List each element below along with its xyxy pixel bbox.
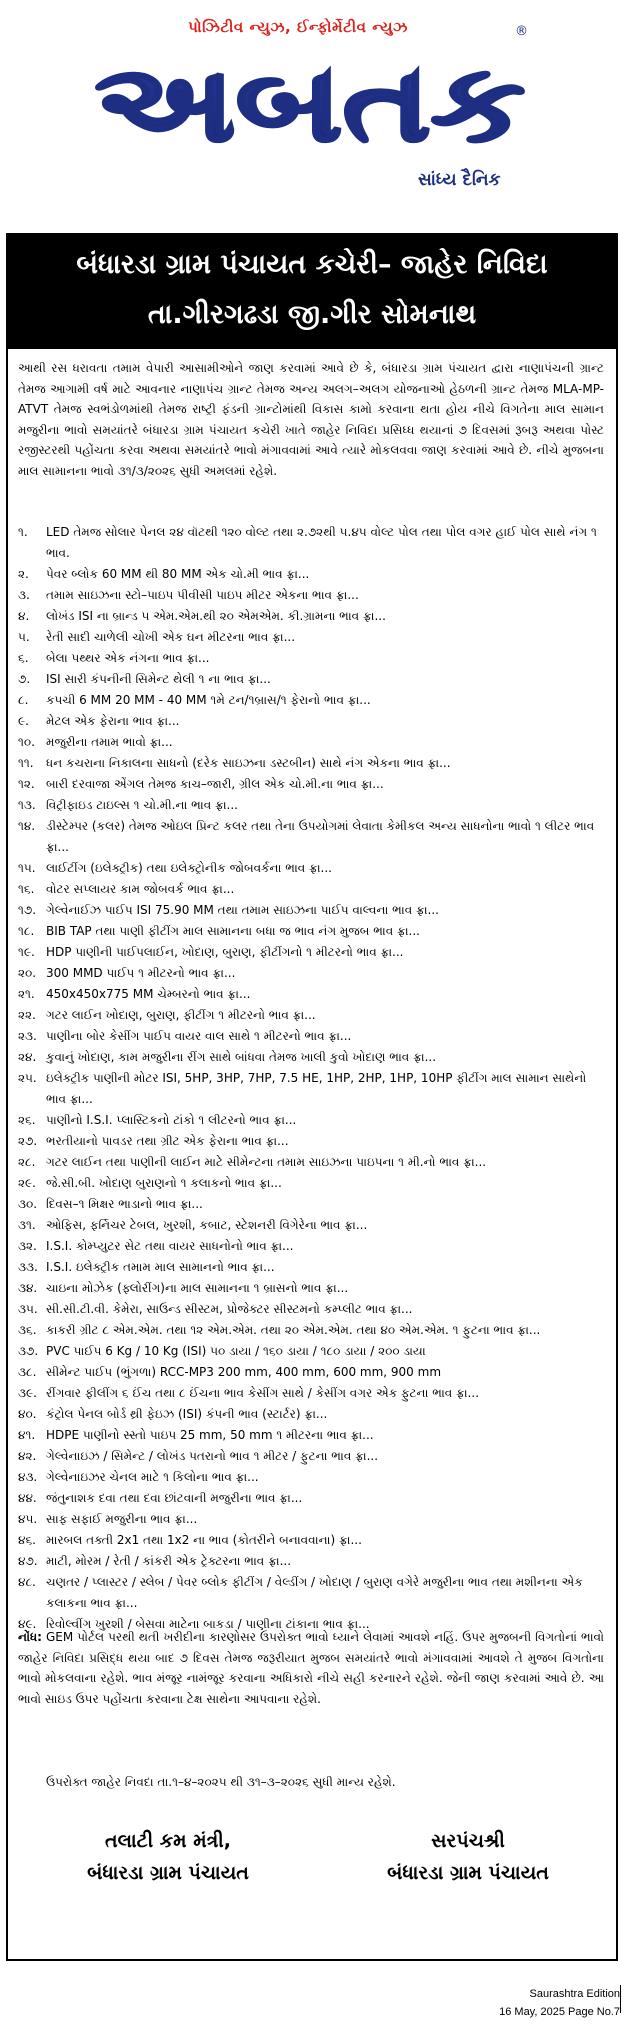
tender-item-text: ઓફિસ, ફર્નિચર ટેબલ, ખુરશી, કબાટ, સ્ટેશનરી વિગેરેના ભાવ ફ્રા...	[46, 1218, 368, 1232]
tender-item-number: ૩૬.	[18, 1323, 37, 1337]
tender-item	[18, 606, 608, 627]
tender-notice	[6, 233, 618, 1961]
tender-item-text: કુવાનું ખોદાણ, કામ મજુરીના રીંગ સાથે બાંધવા તેમજ ખાલી કુવો ખોદાણ ભાવ ફ્રા...	[46, 1050, 437, 1064]
tender-item-number: ૧.	[18, 525, 28, 539]
tender-item	[18, 1551, 608, 1572]
edition-name: Saurashtra Edition	[529, 1988, 620, 2000]
tender-item-text: ધન કચરાના નિકાલના સાધનો (દરેક સાઇઝના ડસ્ટબીન) સાથે નંગ એકના ભાવ ફ્રા...	[46, 756, 451, 770]
tender-item-text: રેતી સાદી ચાળેલી ચોખી એક ઘન મીટરના ભાવ ફ્રા...	[46, 630, 296, 644]
tender-item-text: પાણીના બોર કેસીંગ પાઈપ વાયર વાલ સાથે ૧ મીટરનો ભાવ ફ્રા...	[46, 1029, 352, 1043]
tender-item	[18, 627, 608, 648]
tender-item-number: ૨૫.	[18, 1071, 37, 1085]
tender-item-text: મેટલ એક ફેરાના ભાવ ફ્રા...	[46, 714, 180, 728]
tender-item	[18, 1047, 608, 1068]
tender-item-text: 300 MMD પાઈપ ૧ મીટરનો ભાવ ફ્રા...	[46, 966, 236, 980]
tender-item-number: ૧૫.	[18, 861, 36, 875]
tender-item	[18, 879, 608, 900]
tender-item-text: HDPE પાણીનો સ્સ્તો પાઇપ 25 mm, 50 mm ૧ મીટરના ભાવ ફ્રા...	[46, 1428, 374, 1442]
tender-item	[18, 1110, 608, 1131]
tender-item-number: ૨.	[18, 567, 29, 581]
page-edge-rule	[620, 1985, 621, 2013]
tender-item-text: કપચી 6 MM 20 MM - 40 MM ૧મે ટન/૧બ્રાસ/૧ ફેરાનો ભાવ ફ્રા...	[46, 693, 371, 707]
tender-item-number: ૩૨.	[18, 1239, 37, 1253]
tender-item	[18, 1404, 608, 1425]
tender-item-number: ૩૪.	[18, 1281, 38, 1295]
tender-item-number: ૪૩.	[18, 1470, 38, 1484]
tender-item-number: ૧૩.	[18, 798, 36, 812]
tender-item-text: રીંગવાર ફીલીંગ ૬ ઈંચ તથા ૮ ઈંચના ભાવ કેસીંગ સાથે / કેસીંગ વગર એક ફુટના ભાવ ફ્રા...	[46, 1386, 480, 1400]
masthead-subtitle: સાંધ્ય દૈનિક	[418, 170, 501, 190]
tender-item	[18, 963, 608, 984]
edition-footer	[499, 1985, 620, 2021]
notice-heading: બંધારડા ગ્રામ પંચાયત કચેરી– જાહેર નિવિદા	[76, 249, 548, 280]
tender-item-number: ૨૦.	[18, 966, 37, 980]
tender-item	[18, 1026, 608, 1047]
tender-item-text: દિવસ–૧ મિક્ષર ભાડાનો ભાવ ફ્રા...	[46, 1197, 203, 1211]
tender-item-number: ૪૮.	[18, 1575, 36, 1589]
notice-banner	[8, 235, 616, 349]
tender-item-number: ૩૮.	[18, 1365, 37, 1379]
tender-item-text: ડીસ્ટેમ્પર (કલર) તેમજ ઓઇલ પ્રિન્ટ કલર તથા તેના ઉપયોગમાં લેવાતા કેમીકલ અન્ય સાધનોના ભાવો ૧ લીટર ભાવ ફ્રા...	[46, 819, 595, 854]
tender-item	[18, 942, 608, 963]
tender-item-number: ૩૩.	[18, 1260, 38, 1274]
tender-item	[18, 753, 608, 774]
tender-item-text: I.S.I. કોમ્પ્યુટર સેટ તથા વાયર સાધનોનો ભાવ ફ્રા...	[46, 1239, 294, 1253]
tender-item	[18, 585, 608, 606]
tender-item	[18, 1194, 608, 1215]
tender-item-number: ૩૧.	[18, 1218, 36, 1232]
tender-item-number: ૨૧.	[18, 987, 35, 1001]
tender-item-text: PVC પાઈપ 6 Kg / 10 Kg (ISI) ૫૦ ડાયા / ૧૬૦ ડાયા / ૧૮૦ ડાયા / ૨૦૦ ડાયા	[46, 1344, 426, 1358]
notice-subheading: તા.ગીરગઢડા જી.ગીર સોમનાથ	[147, 299, 477, 330]
tender-item	[18, 816, 608, 858]
tender-item-number: ૪૦.	[18, 1407, 37, 1421]
tender-item	[18, 1005, 608, 1026]
tender-item-number: ૩.	[18, 588, 30, 602]
abtak-logo	[90, 42, 530, 162]
tender-item-text: HDP પાણીની પાઈપલાઈન, ખોદાણ, બુરાણ, ફીટીંગનો ૧ મીટરનો ભાવ ફ્રા...	[46, 945, 404, 959]
notice-validity: ઉપરોક્ત જાહેર નિવદા તા.૧–૪–૨૦૨૫ થી ૩૧–૩–૨૦૨૬ સુધી માન્ય રહેશે.	[46, 1775, 396, 1789]
tender-item-number: ૧૧.	[18, 756, 34, 770]
tender-item-number: ૧૦.	[18, 735, 35, 749]
note-text: GEM પોર્ટલ પરથી થતી ખરીદીના કારણોસર ઉપરોક્ત ભાવો ધ્યાને લેવામાં આવશે નહિં. ઉપર મુજબની વિગતોનાં ભાવો જાહેર નિવિદા પ્રસિદ્ધ થયા બાદ ૭ દિવસ તેમજ જરૂરીયાત મુજબ સમયાંતરે ભાવો મંગાવવામાં આવશે તે મુજબ વિગતોના ભાવો મોકલવાના રહેશે. ભાવ મંજૂર નામંજૂર કરવાના અધિકારો નીચે સહી કરનારને રહેશે. જેની જાણ કરવામાં આવે છે. આ ભાવો સાઇડ ઉપર પહોંચતા કરવાના ટેક્ષ સાથેના આપવાના રહેશે.	[18, 1630, 604, 1706]
tender-item	[18, 900, 608, 921]
tender-item	[18, 1467, 608, 1488]
tender-item-text: લોખંડ ISI ના બ્રાન્ડ ૫ એમ.એમ.થી ૨૦ એમએમ. કી.ગ્રામના ભાવ ફ્રા...	[46, 609, 386, 623]
tender-item-text: ગટર લાઈન ખોદાણ, બુરાણ, ફીટીંગ ૧ મીટરનો ભાવ ફ્રા...	[46, 1008, 316, 1022]
tender-item-number: ૪૭.	[18, 1554, 38, 1568]
tender-item-text: લાઈટીંગ (ઇલેક્ટ્રીક) તથા ઇલેક્ટ્રોનીક જોબવર્કના ભાવ ફ્રા...	[46, 861, 332, 875]
tender-item-text: મજુરીના તમામ ભાવો ફ્રા...	[46, 735, 173, 749]
tender-item	[18, 1215, 608, 1236]
tender-item-number: ૨૨.	[18, 1008, 36, 1022]
tender-item	[18, 1131, 608, 1152]
tender-item	[18, 858, 608, 879]
tender-item-number: ૨૯.	[18, 1176, 36, 1190]
tender-item	[18, 669, 608, 690]
tender-item-text: ગટર લાઈન તથા પાણીની લાઈન માટે સીમેન્ટના તમામ સાઇઝના પાઇપના ૧ મી.નો ભાવ ફ્રા...	[46, 1155, 487, 1169]
tender-item	[18, 1446, 608, 1467]
tender-item-text: ગેલ્વેનાઇઝ / સિમેન્ટ / લોખંડ પતરાનો ભાવ ૧ મીટર / ફુટના ભાવ ફ્રા...	[46, 1449, 379, 1463]
tender-item-number: ૪૬.	[18, 1533, 36, 1547]
tender-item-text: જે.સી.બી. ખોદાણ બુરાણનો ૧ કલાકનો ભાવ ફ્રા...	[46, 1176, 282, 1190]
tender-item-number: ૫.	[18, 630, 30, 644]
tender-item-number: ૩૯.	[18, 1386, 37, 1400]
tender-item-number: ૩૦.	[18, 1197, 38, 1211]
tender-item	[18, 564, 608, 585]
tender-item-number: ૧૮.	[18, 924, 35, 938]
tender-item-text: બેલા પથ્થર એક નંગના ભાવ ફ્રા...	[46, 651, 210, 665]
tender-item-text: વોટર સપ્લાયર કામ જોબવર્ક ભાવ ફ્રા...	[46, 882, 235, 896]
tender-item-number: ૮.	[18, 693, 29, 707]
tender-item-number: ૧૨.	[18, 777, 35, 791]
tender-item-text: I.S.I. ઇલેક્ટ્રીક તમામ માલ સામાનનો ભાવ ફ્રા...	[46, 1260, 275, 1274]
tender-item-text: પેવર બ્લોક 60 MM થી 80 MM એક ચો.મી ભાવ ફ્રા...	[46, 567, 310, 581]
tender-item	[18, 1383, 608, 1404]
tender-item-number: ૯.	[18, 714, 29, 728]
tender-item-text: ગેલ્વેનાઇઝર ચેનલ માટે ૧ કિલોના ભાવ ફ્રા...	[46, 1470, 259, 1484]
tender-item-text: સાફ સફાઈ મજુરીના ભાવ ફ્રા...	[46, 1512, 198, 1526]
signatory-talati-office: બંધારડા ગ્રામ પંચાયત	[87, 1862, 249, 1884]
tender-item	[18, 1341, 608, 1362]
signatory-sarpanch	[328, 1825, 608, 1889]
notice-note	[18, 1627, 604, 1709]
tender-item	[18, 522, 608, 564]
tender-item	[18, 1572, 608, 1614]
tender-item	[18, 732, 608, 753]
masthead-tagline: પોઝિટીવ ન્યુઝ, ઈન્ફોર્મેટીવ ન્યુઝ	[188, 18, 408, 36]
tender-item	[18, 648, 608, 669]
tender-item-number: ૧૪.	[18, 819, 36, 833]
tender-item-text: તમામ સાઇઝના સ્ટો–પાઇપ પીવીસી પાઇપ મીટર એકના ભાવ ફ્રા...	[46, 588, 359, 602]
signatory-sarpanch-title: સરપંચશ્રી	[431, 1830, 505, 1852]
signatory-talati	[28, 1825, 308, 1889]
tender-item	[18, 774, 608, 795]
tender-item-number: ૩૭.	[18, 1344, 39, 1358]
tender-item-number: ૪૧.	[18, 1428, 36, 1442]
tender-item	[18, 1278, 608, 1299]
registered-mark: ®	[515, 24, 528, 39]
tender-item-text: ગેલ્વેનાઈઝ પાઈપ ISI 75.90 MM તથા તમામ સાઇઝના પાઈપ વાલ્વના ભાવ ફ્રા...	[46, 903, 439, 917]
tender-item-number: ૧૭.	[18, 903, 37, 917]
tender-item-text: સી.સી.ટી.વી. કેમેરા, સાઉન્ડ સીસ્ટમ, પ્રોજેક્ટર સીસ્ટમનો કમ્પ્લીટ ભાવ ફ્રા...	[46, 1302, 413, 1316]
tender-item	[18, 711, 608, 732]
tender-item	[18, 1152, 608, 1173]
tender-item	[18, 1236, 608, 1257]
tender-item	[18, 1425, 608, 1446]
tender-item-text: ISI સારી કંપનીની સિમેન્ટ થેલી ૧ ના ભાવ ફ્રા...	[46, 672, 271, 686]
tender-item-text: બારી દરવાજા એંગલ તેમજ કાચ–જારી, ગ્રીલ એક ચો.મી.ના ભાવ ફ્રા...	[46, 777, 384, 791]
tender-item	[18, 1257, 608, 1278]
tender-item-number: ૨૪.	[18, 1050, 37, 1064]
abtak-logo-text: અબતક	[95, 42, 525, 162]
tender-item	[18, 1488, 608, 1509]
tender-item	[18, 690, 608, 711]
tender-item-number: ૩૫.	[18, 1302, 38, 1316]
tender-item	[18, 1509, 608, 1530]
note-label: નોંધ:	[18, 1630, 42, 1644]
signatory-talati-title: તલાટી કમ મંત્રી,	[105, 1830, 231, 1852]
tender-item-number: ૧૬.	[18, 882, 35, 896]
tender-item	[18, 1068, 608, 1110]
tender-item-text: BIB TAP તથા પાણી ફીટીંગ માલ સામાનના બધા જ ભાવ નંગ મુજબ ભાવ ફ્રા...	[46, 924, 420, 938]
edition-date-page: 16 May, 2025 Page No.7	[499, 2006, 620, 2018]
tender-item-number: ૬.	[18, 651, 29, 665]
tender-item-number: ૪૪.	[18, 1491, 37, 1505]
tender-item-list	[18, 522, 608, 1635]
tender-item-text: જંતુનાશક દવા તથા દવા છાંટવાની મજુરીના ભાવ ફ્રા...	[46, 1491, 303, 1505]
tender-item-text: ચાઇના મોઝેક (ફ્લોરીંગ)ના માલ સામાનના ૧ બ્રાસનો ભાવ ફ્રા...	[46, 1281, 349, 1295]
tender-item-text: ચણતર / પ્લાસ્ટર / સ્લેબ / પેવર બ્લોક ફીટીંગ / વેલ્ડીંગ / ખોદાણ / બુરાણ વગેરે મજુરીના ભાવ તથા મશીનના એક કલાકના ભાવ ફ્રા...	[46, 1575, 583, 1610]
tender-item-text: કાકરી ગ્રીટ ૮ એમ.એમ. તથા ૧૨ એમ.એમ. તથા ૨૦ એમ.એમ. તથા ૪૦ એમ.એમ. ૧ ફુટના ભાવ ફ્રા...	[46, 1323, 541, 1337]
tender-item-number: ૪૯.	[18, 1617, 37, 1631]
tender-item-number: ૪૨.	[18, 1449, 37, 1463]
tender-item-number: ૧૯.	[18, 945, 35, 959]
tender-item-number: ૭.	[18, 672, 31, 686]
tender-item	[18, 1362, 608, 1383]
tender-item-number: ૨૭.	[18, 1134, 38, 1148]
tender-item	[18, 1530, 608, 1551]
masthead	[0, 0, 628, 212]
tender-item-text: પાણીનો I.S.I. પ્લાસ્ટિકનો ટાંકો ૧ લીટરનો ભાવ ફ્રા...	[46, 1113, 297, 1127]
tender-item-number: ૨૮.	[18, 1155, 36, 1169]
tender-item-number: ૪.	[18, 609, 30, 623]
tender-item-text: રિવોલ્વીંગ ખુરશી / બેસવા માટેના બાકડા / પાણીના ટાંકાના ભાવ ફ્રા...	[46, 1617, 370, 1631]
tender-item	[18, 984, 608, 1005]
tender-item-text: ભરતીયાનો પાવડર તથા ગ્રીટ એક ફેરાના ભાવ ફ્રા...	[46, 1134, 289, 1148]
tender-item-text: માટી, મોરમ / રેતી / કાંકરી એક ટ્રેક્ટરના ભાવ ફ્રા...	[46, 1554, 292, 1568]
tender-item-text: સીમેન્ટ પાઈપ (ભુંગળા) RCC-MP3 200 mm, 400 mm, 600 mm, 900 mm	[46, 1365, 442, 1379]
tender-item-text: ઇલેક્ટ્રીક પાણીની મોટર ISI, 5HP, 3HP, 7HP, 7.5 HE, 1HP, 2HP, 1HP, 10HP ફીટીંગ માલ સામાન સાથેનો ભાવ ફ્રા...	[46, 1071, 587, 1106]
tender-item-text: 450x450x775 MM ચેમ્બરનો ભાવ ફ્રા...	[46, 987, 251, 1001]
tender-item-text: કંટ્રોલ પેનલ બોર્ડ થ્રી ફેઇઝ (ISI) કંપની ભાવ (સ્ટાર્ટર) ફ્રા...	[46, 1407, 328, 1421]
tender-item	[18, 1320, 608, 1341]
tender-item	[18, 795, 608, 816]
tender-item	[18, 1299, 608, 1320]
tender-item-text: LED તેમજ સોલાર પેનલ ૨૪ વૉટથી ૧૨૦ વોલ્ટ તથા ૨.૭૨થી ૫.૪૫ વોલ્ટ પોલ તથા પોલ વગર હાઈ પોલ સાથે નંગ ૧ ભાવ.	[46, 525, 597, 560]
signatory-sarpanch-office: બંધારડા ગ્રામ પંચાયત	[387, 1862, 549, 1884]
tender-item-text: મારબલ તક્તી 2x1 તથા 1x2 ના ભાવ (કોતરીને બનાવવાના) ફ્રા...	[46, 1533, 362, 1547]
tender-item-number: ૨૩.	[18, 1029, 37, 1043]
tender-item-text: વિટ્રીફાઇડ ટાઇલ્સ ૧ ચો.મી.ના ભાવ ફ્રા...	[46, 798, 238, 812]
tender-item-number: ૪૫.	[18, 1512, 38, 1526]
tender-item	[18, 921, 608, 942]
tender-item	[18, 1173, 608, 1194]
tender-item-number: ૨૬.	[18, 1113, 36, 1127]
notice-intro: આથી રસ ધરાવતા તમામ વેપારી આસામીઓને જાણ કરવામાં આવે છે કે, બંધારડા ગ્રામ પંચાયત દ્વારા નાણાપંચની ગ્રાન્ટ તેમજ આગામી વર્ષ માટે આવનાર નાણાપંચ ગ્રાન્ટ તેમજ અન્ય અલગ–અલગ યોજનાઓ હેઠળની ગ્રાન્ટ તેમજ MLA-MP-ATVT તેમજ સ્વભંડોળમાંથી તેમજ રાષ્ટ્રી ફંડની ગ્રાન્ટોમાંથી વિકાસ કામો કરવાના થતા હોય નીચે વિગતેના માલ સામાન મજુરીના ભાવો સમયાંતરે બંધારડા ગ્રામ પંચાયત કચેરી ખાતે જાહેર નિવિદા પ્રસિધ્ધ થયાનાં ૭ દિવસમાં રૂબરૂ અથવા પોસ્ટ રજીસ્ટરથી પહોંચતા કરવા અથવા સમયાંતરે ભાવો મંગાવવામાં આવે ત્યારે મોકલવવા જાણ કરવામાં આવે છે. નીચે મુજબના માલ સામાનના ભાવો ૩૧/૩/૨૦૨૬ સુધી અમલમાં રહેશે.	[18, 361, 604, 478]
